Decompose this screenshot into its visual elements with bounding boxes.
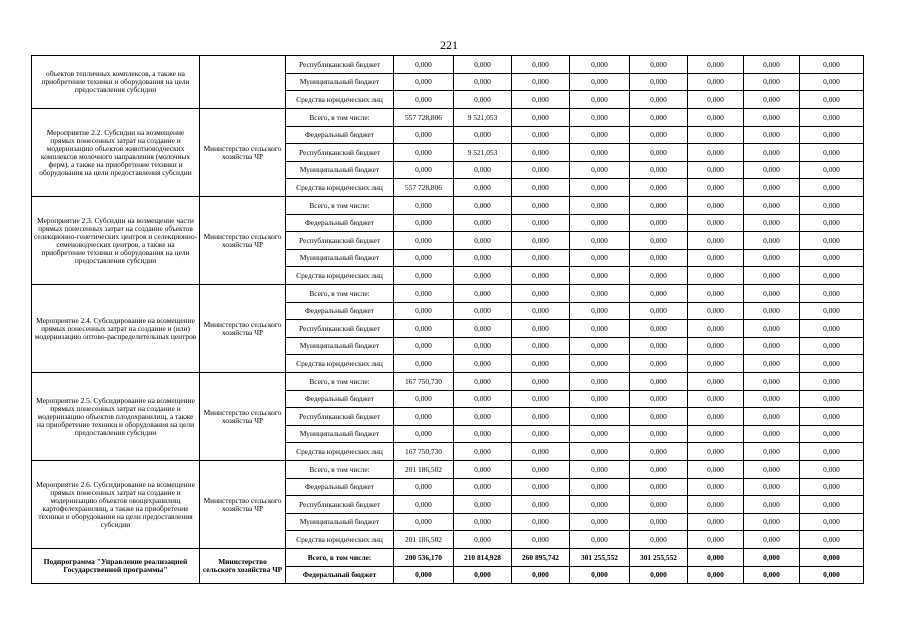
funding-source: Муниципальный бюджет <box>286 338 394 355</box>
amount-cell: 0,000 <box>512 426 570 443</box>
amount-cell: 0,000 <box>688 56 744 74</box>
amount-cell: 0,000 <box>394 91 454 109</box>
amount-cell: 0,000 <box>570 320 630 338</box>
measure-description: Мероприятие 2.3. Субсидии на возмещение части прямых понесенных затрат на создание объектов селекционно-генетических центров и селекционно-семеноводческих центров, а также на приобретение техники и оборудования на цели предоставления субсидии <box>32 197 200 285</box>
amount-cell: 0,000 <box>630 391 688 408</box>
table-row <box>32 56 864 74</box>
table-row <box>32 285 864 303</box>
amount-cell: 0,000 <box>512 303 570 320</box>
amount-cell: 0,000 <box>394 162 454 179</box>
amount-cell: 260 895,742 <box>512 549 570 567</box>
amount-cell: 0,000 <box>630 56 688 74</box>
amount-cell: 0,000 <box>570 408 630 426</box>
amount-cell: 0,000 <box>630 479 688 496</box>
amount-cell: 0,000 <box>744 408 800 426</box>
amount-cell: 0,000 <box>800 373 864 391</box>
responsible-executor: Министерство сельского хозяйства ЧР <box>200 197 286 285</box>
amount-cell: 0,000 <box>744 215 800 232</box>
funding-source: Средства юридических лиц <box>286 531 394 549</box>
amount-cell: 0,000 <box>630 408 688 426</box>
funding-source: Федеральный бюджет <box>286 567 394 584</box>
amount-cell: 0,000 <box>744 320 800 338</box>
amount-cell: 0,000 <box>570 109 630 127</box>
amount-cell: 0,000 <box>454 127 512 144</box>
page-number: 221 <box>440 38 458 52</box>
amount-cell: 0,000 <box>630 355 688 373</box>
amount-cell: 0,000 <box>800 250 864 267</box>
funding-source: Всего, в том числе: <box>286 285 394 303</box>
responsible-executor: Министерство сельского хозяйства ЧР <box>200 373 286 461</box>
amount-cell: 0,000 <box>688 215 744 232</box>
amount-cell: 0,000 <box>454 461 512 479</box>
amount-cell: 0,000 <box>800 197 864 215</box>
amount-cell: 0,000 <box>630 567 688 584</box>
amount-cell: 0,000 <box>630 443 688 461</box>
amount-cell: 0,000 <box>454 232 512 250</box>
amount-cell: 0,000 <box>800 514 864 531</box>
amount-cell: 0,000 <box>800 91 864 109</box>
amount-cell: 0,000 <box>800 109 864 127</box>
amount-cell: 0,000 <box>630 197 688 215</box>
amount-cell: 0,000 <box>744 232 800 250</box>
amount-cell: 0,000 <box>744 426 800 443</box>
amount-cell: 0,000 <box>512 250 570 267</box>
amount-cell: 0,000 <box>454 355 512 373</box>
amount-cell: 0,000 <box>570 426 630 443</box>
amount-cell: 0,000 <box>688 250 744 267</box>
amount-cell: 0,000 <box>688 355 744 373</box>
amount-cell: 0,000 <box>688 531 744 549</box>
amount-cell: 0,000 <box>570 250 630 267</box>
funding-source: Федеральный бюджет <box>286 303 394 320</box>
measure-description: Мероприятие 2.6. Субсидирование на возмещение прямых понесенных затрат на создание и модернизацию объектов овощехранилищ картофелехранилищ, а также на приобретение техники и оборудования на цели предоставления субсидии <box>32 461 200 549</box>
amount-cell: 0,000 <box>744 250 800 267</box>
responsible-executor: Министерство сельского хозяйства ЧР <box>200 285 286 373</box>
amount-cell: 0,000 <box>570 338 630 355</box>
amount-cell: 0,000 <box>800 426 864 443</box>
amount-cell: 0,000 <box>630 303 688 320</box>
amount-cell: 0,000 <box>630 250 688 267</box>
amount-cell: 0,000 <box>800 496 864 514</box>
amount-cell: 0,000 <box>688 232 744 250</box>
amount-cell: 0,000 <box>512 267 570 285</box>
amount-cell: 9 521,053 <box>454 109 512 127</box>
amount-cell: 0,000 <box>800 127 864 144</box>
amount-cell: 0,000 <box>688 285 744 303</box>
funding-source: Муниципальный бюджет <box>286 250 394 267</box>
amount-cell: 0,000 <box>688 408 744 426</box>
amount-cell: 0,000 <box>630 232 688 250</box>
amount-cell: 0,000 <box>688 461 744 479</box>
amount-cell: 0,000 <box>394 232 454 250</box>
amount-cell: 0,000 <box>454 391 512 408</box>
amount-cell: 0,000 <box>688 496 744 514</box>
amount-cell: 0,000 <box>744 74 800 91</box>
amount-cell: 0,000 <box>688 391 744 408</box>
amount-cell: 0,000 <box>454 373 512 391</box>
measure-description: объектов тепличных комплексов, а также на приобретение техники и оборудования на цели предоставления субсидии <box>32 56 200 109</box>
amount-cell: 0,000 <box>512 443 570 461</box>
table-body <box>32 56 864 584</box>
amount-cell: 0,000 <box>630 373 688 391</box>
amount-cell: 0,000 <box>394 514 454 531</box>
amount-cell: 201 186,502 <box>394 461 454 479</box>
amount-cell: 0,000 <box>512 109 570 127</box>
amount-cell: 0,000 <box>454 197 512 215</box>
amount-cell: 0,000 <box>800 443 864 461</box>
amount-cell: 0,000 <box>688 109 744 127</box>
amount-cell: 0,000 <box>394 197 454 215</box>
amount-cell: 0,000 <box>744 373 800 391</box>
amount-cell: 301 255,552 <box>570 549 630 567</box>
amount-cell: 0,000 <box>630 179 688 197</box>
amount-cell: 167 750,730 <box>394 373 454 391</box>
amount-cell: 0,000 <box>688 74 744 91</box>
amount-cell: 0,000 <box>800 179 864 197</box>
amount-cell: 0,000 <box>688 267 744 285</box>
funding-source: Федеральный бюджет <box>286 479 394 496</box>
funding-source: Муниципальный бюджет <box>286 514 394 531</box>
amount-cell: 0,000 <box>570 496 630 514</box>
amount-cell: 0,000 <box>744 549 800 567</box>
amount-cell: 0,000 <box>630 144 688 162</box>
amount-cell: 0,000 <box>744 355 800 373</box>
funding-source: Муниципальный бюджет <box>286 426 394 443</box>
amount-cell: 557 728,806 <box>394 179 454 197</box>
amount-cell: 0,000 <box>744 197 800 215</box>
amount-cell: 0,000 <box>512 320 570 338</box>
amount-cell: 0,000 <box>454 496 512 514</box>
amount-cell: 0,000 <box>394 479 454 496</box>
amount-cell: 0,000 <box>454 215 512 232</box>
amount-cell: 0,000 <box>394 320 454 338</box>
amount-cell: 0,000 <box>512 144 570 162</box>
responsible-executor: Министерство сельского хозяйства ЧР <box>200 109 286 197</box>
amount-cell: 0,000 <box>630 426 688 443</box>
amount-cell: 0,000 <box>570 443 630 461</box>
amount-cell: 0,000 <box>512 338 570 355</box>
amount-cell: 0,000 <box>454 338 512 355</box>
amount-cell: 0,000 <box>744 109 800 127</box>
amount-cell: 0,000 <box>512 56 570 74</box>
amount-cell: 0,000 <box>630 531 688 549</box>
amount-cell: 0,000 <box>688 426 744 443</box>
amount-cell: 0,000 <box>570 232 630 250</box>
amount-cell: 0,000 <box>512 373 570 391</box>
amount-cell: 0,000 <box>744 567 800 584</box>
amount-cell: 0,000 <box>688 549 744 567</box>
funding-source: Всего, в том числе: <box>286 197 394 215</box>
amount-cell: 0,000 <box>394 250 454 267</box>
amount-cell: 0,000 <box>744 479 800 496</box>
amount-cell: 0,000 <box>688 162 744 179</box>
amount-cell: 0,000 <box>630 338 688 355</box>
funding-source: Федеральный бюджет <box>286 391 394 408</box>
amount-cell: 0,000 <box>744 127 800 144</box>
amount-cell: 0,000 <box>394 496 454 514</box>
responsible-executor: Министерство сельского хозяйства ЧР <box>200 461 286 549</box>
amount-cell: 0,000 <box>800 285 864 303</box>
amount-cell: 0,000 <box>800 531 864 549</box>
amount-cell: 210 814,928 <box>454 549 512 567</box>
amount-cell: 0,000 <box>688 338 744 355</box>
amount-cell: 0,000 <box>570 285 630 303</box>
table-row <box>32 197 864 215</box>
amount-cell: 0,000 <box>512 162 570 179</box>
amount-cell: 0,000 <box>688 179 744 197</box>
amount-cell: 0,000 <box>744 514 800 531</box>
amount-cell: 0,000 <box>454 303 512 320</box>
amount-cell: 0,000 <box>454 91 512 109</box>
amount-cell: 0,000 <box>394 355 454 373</box>
amount-cell: 0,000 <box>512 197 570 215</box>
amount-cell: 0,000 <box>454 320 512 338</box>
amount-cell: 0,000 <box>512 408 570 426</box>
amount-cell: 0,000 <box>630 109 688 127</box>
amount-cell: 0,000 <box>454 250 512 267</box>
table-row <box>32 461 864 479</box>
amount-cell: 0,000 <box>570 514 630 531</box>
amount-cell: 0,000 <box>800 303 864 320</box>
amount-cell: 0,000 <box>688 320 744 338</box>
amount-cell: 0,000 <box>454 267 512 285</box>
funding-source: Всего, в том числе: <box>286 109 394 127</box>
amount-cell: 0,000 <box>800 567 864 584</box>
amount-cell: 0,000 <box>454 285 512 303</box>
amount-cell: 0,000 <box>394 391 454 408</box>
funding-source: Федеральный бюджет <box>286 215 394 232</box>
funding-source: Средства юридических лиц <box>286 443 394 461</box>
measure-description: Мероприятие 2.5. Субсидирование на возмещение прямых понесенных затрат на создание и модернизацию объектов плодохранилищ, а также на приобретение техники и оборудования на цели предоставления субсидии <box>32 373 200 461</box>
amount-cell: 0,000 <box>394 74 454 91</box>
amount-cell: 0,000 <box>512 285 570 303</box>
amount-cell: 0,000 <box>454 56 512 74</box>
amount-cell: 0,000 <box>394 426 454 443</box>
amount-cell: 0,000 <box>570 144 630 162</box>
funding-source: Всего, в том числе: <box>286 373 394 391</box>
amount-cell: 0,000 <box>512 74 570 91</box>
responsible-executor <box>200 56 286 109</box>
funding-source: Всего, в том числе: <box>286 461 394 479</box>
funding-source: Республиканский бюджет <box>286 144 394 162</box>
amount-cell: 0,000 <box>744 443 800 461</box>
amount-cell: 0,000 <box>512 391 570 408</box>
amount-cell: 0,000 <box>394 567 454 584</box>
amount-cell: 0,000 <box>512 479 570 496</box>
amount-cell: 0,000 <box>688 373 744 391</box>
amount-cell: 0,000 <box>570 179 630 197</box>
amount-cell: 0,000 <box>394 144 454 162</box>
amount-cell: 0,000 <box>630 127 688 144</box>
amount-cell: 0,000 <box>394 285 454 303</box>
amount-cell: 0,000 <box>800 320 864 338</box>
amount-cell: 0,000 <box>394 338 454 355</box>
amount-cell: 0,000 <box>688 127 744 144</box>
amount-cell: 0,000 <box>454 74 512 91</box>
amount-cell: 0,000 <box>688 443 744 461</box>
amount-cell: 0,000 <box>570 197 630 215</box>
amount-cell: 0,000 <box>454 531 512 549</box>
amount-cell: 0,000 <box>512 127 570 144</box>
amount-cell: 0,000 <box>630 215 688 232</box>
measure-description: Мероприятие 2.2. Субсидии на возмещение прямых понесенных затрат на создание и модернизацию объектов животноводческих комплексов молочного направления (молочных ферм), а также на приобретение техники и оборудования на цели предоставления субсидии <box>32 109 200 197</box>
amount-cell: 201 186,502 <box>394 531 454 549</box>
amount-cell: 0,000 <box>744 162 800 179</box>
amount-cell: 0,000 <box>744 391 800 408</box>
amount-cell: 0,000 <box>688 479 744 496</box>
amount-cell: 0,000 <box>454 514 512 531</box>
amount-cell: 0,000 <box>570 479 630 496</box>
amount-cell: 0,000 <box>630 267 688 285</box>
amount-cell: 0,000 <box>800 479 864 496</box>
amount-cell: 0,000 <box>800 355 864 373</box>
amount-cell: 0,000 <box>800 338 864 355</box>
amount-cell: 0,000 <box>570 567 630 584</box>
amount-cell: 0,000 <box>454 479 512 496</box>
amount-cell: 0,000 <box>570 215 630 232</box>
amount-cell: 0,000 <box>744 179 800 197</box>
amount-cell: 0,000 <box>800 56 864 74</box>
amount-cell: 0,000 <box>570 91 630 109</box>
amount-cell: 0,000 <box>744 285 800 303</box>
amount-cell: 0,000 <box>744 56 800 74</box>
amount-cell: 0,000 <box>454 408 512 426</box>
amount-cell: 0,000 <box>630 162 688 179</box>
amount-cell: 0,000 <box>630 91 688 109</box>
amount-cell: 0,000 <box>570 373 630 391</box>
amount-cell: 0,000 <box>394 127 454 144</box>
funding-source: Муниципальный бюджет <box>286 162 394 179</box>
amount-cell: 0,000 <box>800 144 864 162</box>
amount-cell: 0,000 <box>512 179 570 197</box>
amount-cell: 167 750,730 <box>394 443 454 461</box>
amount-cell: 0,000 <box>744 531 800 549</box>
amount-cell: 0,000 <box>512 567 570 584</box>
funding-source: Средства юридических лиц <box>286 267 394 285</box>
amount-cell: 0,000 <box>570 127 630 144</box>
amount-cell: 0,000 <box>630 320 688 338</box>
amount-cell: 0,000 <box>454 567 512 584</box>
funding-source: Республиканский бюджет <box>286 56 394 74</box>
amount-cell: 0,000 <box>454 162 512 179</box>
amount-cell: 0,000 <box>744 338 800 355</box>
amount-cell: 557 728,806 <box>394 109 454 127</box>
amount-cell: 0,000 <box>570 391 630 408</box>
amount-cell: 0,000 <box>394 215 454 232</box>
amount-cell: 0,000 <box>570 461 630 479</box>
table-row <box>32 109 864 127</box>
funding-source: Средства юридических лиц <box>286 355 394 373</box>
amount-cell: 0,000 <box>512 461 570 479</box>
amount-cell: 0,000 <box>688 91 744 109</box>
amount-cell: 0,000 <box>800 461 864 479</box>
amount-cell: 0,000 <box>744 267 800 285</box>
amount-cell: 0,000 <box>394 303 454 320</box>
amount-cell: 0,000 <box>630 514 688 531</box>
funding-source: Всего, в том числе: <box>286 549 394 567</box>
funding-source: Республиканский бюджет <box>286 232 394 250</box>
responsible-executor: Министерство сельского хозяйства ЧР <box>200 549 286 584</box>
amount-cell: 0,000 <box>454 426 512 443</box>
amount-cell: 0,000 <box>800 549 864 567</box>
amount-cell: 0,000 <box>570 56 630 74</box>
amount-cell: 0,000 <box>744 144 800 162</box>
amount-cell: 0,000 <box>688 144 744 162</box>
amount-cell: 0,000 <box>512 232 570 250</box>
amount-cell: 0,000 <box>512 91 570 109</box>
funding-source: Республиканский бюджет <box>286 496 394 514</box>
amount-cell: 0,000 <box>630 496 688 514</box>
amount-cell: 0,000 <box>688 197 744 215</box>
funding-source: Средства юридических лиц <box>286 179 394 197</box>
funding-source: Муниципальный бюджет <box>286 74 394 91</box>
amount-cell: 0,000 <box>688 303 744 320</box>
table-row <box>32 549 864 567</box>
amount-cell: 0,000 <box>394 408 454 426</box>
amount-cell: 0,000 <box>744 303 800 320</box>
amount-cell: 9 521,053 <box>454 144 512 162</box>
amount-cell: 0,000 <box>394 267 454 285</box>
amount-cell: 0,000 <box>512 496 570 514</box>
budget-table <box>31 55 864 584</box>
amount-cell: 0,000 <box>512 531 570 549</box>
amount-cell: 0,000 <box>800 391 864 408</box>
amount-cell: 0,000 <box>394 56 454 74</box>
amount-cell: 0,000 <box>744 91 800 109</box>
measure-description: Мероприятие 2.4. Субсидирование на возмещение прямых понесенных затрат на создание и (или) модернизацию оптово-распределительных центров <box>32 285 200 373</box>
amount-cell: 0,000 <box>454 443 512 461</box>
funding-source: Федеральный бюджет <box>286 127 394 144</box>
amount-cell: 0,000 <box>570 74 630 91</box>
amount-cell: 0,000 <box>630 285 688 303</box>
amount-cell: 0,000 <box>744 496 800 514</box>
amount-cell: 0,000 <box>512 514 570 531</box>
amount-cell: 0,000 <box>744 461 800 479</box>
amount-cell: 0,000 <box>512 355 570 373</box>
amount-cell: 0,000 <box>800 215 864 232</box>
amount-cell: 0,000 <box>630 74 688 91</box>
amount-cell: 0,000 <box>800 408 864 426</box>
funding-source: Средства юридических лиц <box>286 91 394 109</box>
amount-cell: 200 536,170 <box>394 549 454 567</box>
funding-source: Республиканский бюджет <box>286 320 394 338</box>
amount-cell: 301 255,552 <box>630 549 688 567</box>
measure-description: Подпрограмма "Управление реализацией Государственной программы" <box>32 549 200 584</box>
amount-cell: 0,000 <box>570 355 630 373</box>
amount-cell: 0,000 <box>800 162 864 179</box>
amount-cell: 0,000 <box>570 531 630 549</box>
amount-cell: 0,000 <box>800 74 864 91</box>
amount-cell: 0,000 <box>688 514 744 531</box>
table-row <box>32 373 864 391</box>
funding-source: Республиканский бюджет <box>286 408 394 426</box>
amount-cell: 0,000 <box>800 267 864 285</box>
amount-cell: 0,000 <box>454 179 512 197</box>
amount-cell: 0,000 <box>800 232 864 250</box>
amount-cell: 0,000 <box>512 215 570 232</box>
amount-cell: 0,000 <box>570 303 630 320</box>
amount-cell: 0,000 <box>688 567 744 584</box>
amount-cell: 0,000 <box>570 162 630 179</box>
amount-cell: 0,000 <box>570 267 630 285</box>
amount-cell: 0,000 <box>630 461 688 479</box>
